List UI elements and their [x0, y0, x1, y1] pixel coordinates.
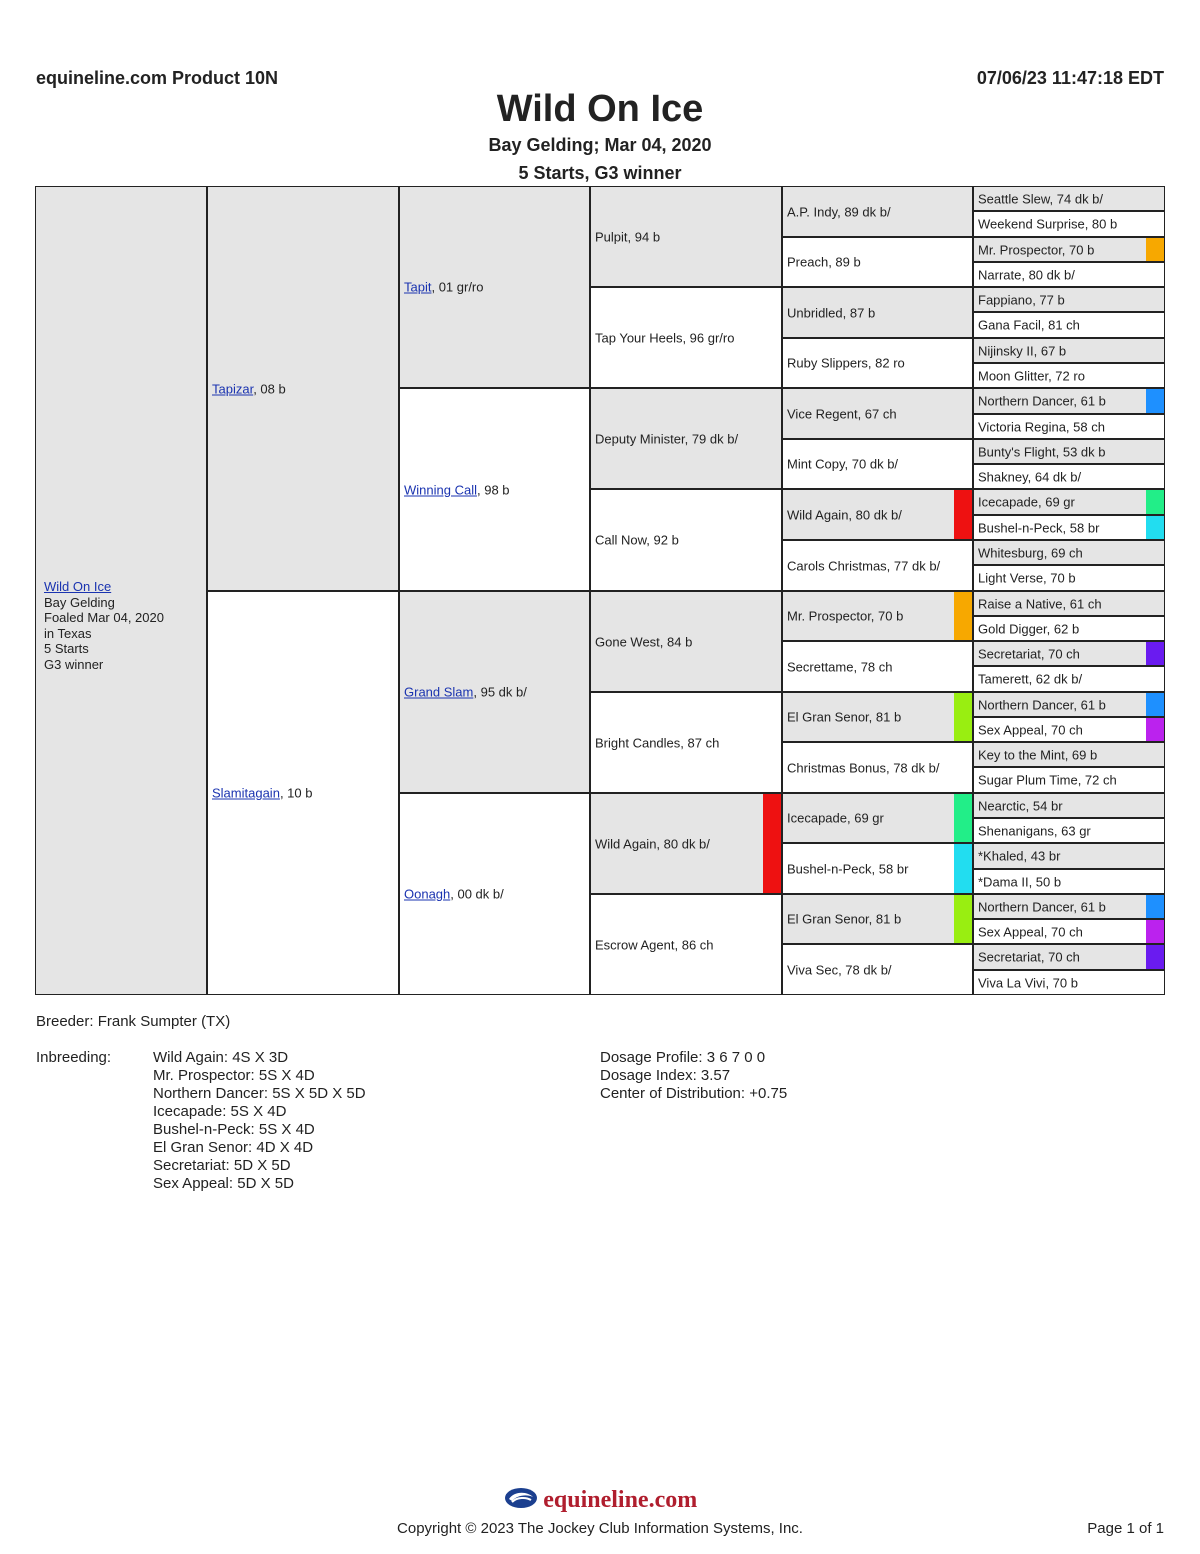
pedigree-entry: Shenanigans, 63 gr [978, 823, 1091, 838]
inbreeding-color-marker [1146, 490, 1164, 514]
pedigree-entry: Narrate, 80 dk b/ [978, 267, 1075, 282]
inbreeding-color-marker [954, 895, 972, 943]
pedigree-cell-gen4 [782, 894, 973, 944]
pedigree-cell-gen5 [973, 641, 1165, 666]
pedigree-entry: Tap Your Heels, 96 gr/ro [595, 330, 735, 345]
ancestor-info: , 95 dk b/ [473, 684, 527, 700]
pedigree-entry: *Khaled, 43 br [978, 848, 1061, 864]
pedigree-entry: Raise a Native, 61 ch [978, 596, 1102, 611]
pedigree-entry: Ruby Slippers, 82 ro [787, 355, 905, 371]
product-label: equineline.com Product 10N [36, 68, 279, 88]
inbreeding-color-marker [954, 693, 972, 741]
pedigree-entry: Gone West, 84 b [595, 634, 693, 649]
pedigree-entry: Nearctic, 54 br [978, 798, 1063, 813]
ancestor-info: , 98 b [476, 482, 510, 497]
breeder: Breeder: Frank Sumpter (TX) [36, 1013, 231, 1030]
pedigree-cell-gen5 [973, 717, 1165, 742]
pedigree-cell-gen5 [973, 515, 1165, 540]
pedigree-entry: Secretariat, 70 ch [978, 949, 1080, 965]
inbreeding-label: Inbreeding: [36, 1049, 112, 1066]
pedigree-cell-gen5 [973, 489, 1165, 515]
pedigree-cell-gen5 [973, 843, 1165, 869]
pedigree-cell-gen2[interactable] [399, 793, 590, 995]
pedigree-entry: Pulpit, 94 b [595, 229, 661, 244]
pedigree-chart [35, 186, 1165, 995]
pedigree-entry: Wild Again, 80 dk b/ [595, 836, 710, 851]
ancestor-info: , 08 b [253, 381, 286, 396]
pedigree-cell-gen5 [973, 237, 1165, 262]
ancestor-link[interactable]: Tapizar [212, 381, 254, 396]
dosage-block [600, 1049, 787, 1103]
pedigree-entry: Shakney, 64 dk b/ [978, 469, 1082, 484]
pedigree-entry: Gold Digger, 62 b [978, 621, 1080, 636]
pedigree-cell-gen3 [590, 692, 782, 793]
pedigree-cell-gen2[interactable] [399, 591, 590, 793]
pedigree-cell-gen4 [782, 692, 973, 742]
pedigree-cell-gen5 [973, 287, 1165, 312]
pedigree-entry: El Gran Senor, 81 b [787, 709, 902, 725]
pedigree-entry: Mr. Prospector, 70 b [787, 608, 904, 624]
inbreeding-color-marker [1146, 693, 1164, 716]
pedigree-entry: Icecapade, 69 gr [787, 810, 884, 826]
horse-subtitle: Bay Gelding; Mar 04, 2020 [488, 135, 712, 155]
subject-cell [35, 186, 207, 995]
pedigree-cell-gen4 [782, 742, 973, 793]
pedigree-cell-gen4 [782, 338, 973, 388]
pedigree-cell-gen4 [782, 439, 973, 489]
pedigree-entry: Viva Sec, 78 dk b/ [787, 962, 892, 977]
pedigree-entry: Sugar Plum Time, 72 ch [978, 772, 1117, 788]
pedigree-entry [404, 685, 527, 700]
pedigree-entry: Sex Appeal, 70 ch [978, 722, 1083, 737]
pedigree-cell-gen5 [973, 565, 1165, 591]
pedigree-entry: Bushel-n-Peck, 58 br [978, 520, 1100, 535]
pedigree-entry [404, 482, 510, 497]
pedigree-entry: Mr. Prospector, 70 b [978, 242, 1095, 257]
pedigree-cell-gen5 [973, 970, 1165, 995]
inbreeding-color-marker [1146, 516, 1164, 539]
inbreeding-list [153, 1049, 366, 1193]
inbreeding-line: Bushel-n-Peck: 5S X 4D [153, 1121, 315, 1138]
inbreeding-line: Icecapade: 5S X 4D [153, 1103, 287, 1120]
horse-record: 5 Starts, G3 winner [518, 163, 682, 183]
pedigree-cell-gen5 [973, 869, 1165, 894]
ancestor-link[interactable]: Grand Slam [404, 684, 474, 700]
inbreeding-color-marker [763, 794, 781, 893]
pedigree-cell-gen3 [590, 388, 782, 489]
pedigree-cell-gen5 [973, 767, 1165, 793]
pedigree-cell-gen5 [973, 692, 1165, 717]
pedigree-cell-gen5 [973, 211, 1165, 237]
inbreeding-color-marker [1146, 920, 1164, 943]
pedigree-entry [212, 786, 312, 801]
inbreeding-line: Sex Appeal: 5D X 5D [153, 1175, 294, 1192]
inbreeding-color-marker [1146, 389, 1164, 413]
pedigree-cell-gen5 [973, 793, 1165, 818]
ancestor-link[interactable]: Oonagh [404, 886, 451, 902]
pedigree-entry: Northern Dancer, 61 b [978, 899, 1106, 914]
inbreeding-color-marker [954, 844, 972, 893]
pedigree-cell-gen5 [973, 919, 1165, 944]
ancestor-link[interactable]: Tapit [404, 279, 432, 295]
pedigree-entry: A.P. Indy, 89 dk b/ [787, 204, 891, 219]
pedigree-entry: Northern Dancer, 61 b [978, 393, 1106, 409]
subject-class: G3 winner [44, 656, 104, 672]
pedigree-cell-gen4 [782, 641, 973, 692]
pedigree-entry: Victoria Regina, 58 ch [978, 419, 1105, 434]
pedigree-cell-gen5 [973, 439, 1165, 464]
ancestor-info: , 01 gr/ro [431, 279, 484, 295]
inbreeding-line: Secretariat: 5D X 5D [153, 1157, 291, 1174]
pedigree-entry: Vice Regent, 67 ch [787, 406, 897, 421]
pedigree-cell-gen4 [782, 793, 973, 843]
pedigree-entry: Secrettame, 78 ch [787, 659, 893, 674]
inbreeding-color-marker [954, 592, 972, 640]
pedigree-cell-gen4 [782, 237, 973, 287]
pedigree-cell-gen5 [973, 616, 1165, 641]
pedigree-cell-gen5 [973, 338, 1165, 363]
pedigree-cell-gen4 [782, 540, 973, 591]
pedigree-cell-gen5 [973, 666, 1165, 692]
pedigree-cell-gen5 [973, 262, 1165, 287]
dosage-index: Dosage Index: 3.57 [600, 1067, 731, 1084]
pedigree-cell-gen5 [973, 312, 1165, 338]
pedigree-entry: Light Verse, 70 b [978, 570, 1076, 586]
equineline-logo-icon [503, 1486, 539, 1515]
pedigree-entry: Viva La Vivi, 70 b [978, 975, 1078, 990]
subject-sex: Bay Gelding [44, 594, 115, 610]
inbreeding-color-marker [1146, 238, 1164, 261]
pedigree-cell-gen3 [590, 894, 782, 995]
pedigree-cell-gen3 [590, 489, 782, 591]
inbreeding-color-marker [954, 794, 972, 842]
pedigree-cell-gen4 [782, 287, 973, 338]
inbreeding-color-marker [1146, 945, 1164, 969]
dosage-profile: Dosage Profile: 3 6 7 0 0 [600, 1049, 766, 1066]
pedigree-cell-gen3 [590, 287, 782, 388]
pedigree-entry: Whitesburg, 69 ch [978, 545, 1083, 560]
pedigree-cell-gen4 [782, 944, 973, 995]
equineline-logo [0, 1486, 1200, 1515]
pedigree-entry: Nijinsky II, 67 b [978, 343, 1067, 358]
pedigree-cell-gen5 [973, 414, 1165, 439]
pedigree-cell-gen2[interactable] [399, 186, 590, 388]
pedigree-cell-gen5 [973, 944, 1165, 970]
pedigree-cell-gen5 [973, 464, 1165, 489]
inbreeding-color-marker [1146, 895, 1164, 918]
inbreeding-color-marker [1146, 642, 1164, 665]
pedigree-entry: Escrow Agent, 86 ch [595, 937, 714, 952]
inbreeding-line: El Gran Senor: 4D X 4D [153, 1139, 314, 1156]
inbreeding-line: Wild Again: 4S X 3D [153, 1049, 289, 1066]
pedigree-entry: Sex Appeal, 70 ch [978, 924, 1083, 939]
pedigree-cell-gen4 [782, 843, 973, 894]
inbreeding-color-marker [1146, 718, 1164, 741]
pedigree-entry: Christmas Bonus, 78 dk b/ [787, 760, 940, 775]
pedigree-cell-gen5 [973, 363, 1165, 388]
pedigree-entry: Secretariat, 70 ch [978, 646, 1080, 661]
pedigree-entry: Preach, 89 b [787, 254, 861, 270]
horse-title: Wild On Ice [496, 88, 704, 130]
ancestor-info: , 00 dk b/ [450, 886, 504, 902]
pedigree-entry: Tamerett, 62 dk b/ [978, 671, 1083, 687]
copyright: Copyright © 2023 The Jockey Club Information Systems, Inc. [397, 1520, 803, 1537]
pedigree-cell-gen1[interactable] [207, 186, 399, 591]
pedigree-entry: Carols Christmas, 77 dk b/ [787, 558, 941, 573]
subject-birthplace: in Texas [44, 625, 92, 641]
pedigree-entry: Gana Facil, 81 ch [978, 317, 1080, 333]
center-of-distribution: Center of Distribution: +0.75 [600, 1085, 788, 1102]
subject-name-link[interactable]: Wild On Ice [44, 579, 112, 594]
logo-text: equineline.com [543, 1487, 698, 1513]
pedigree-entry: Wild Again, 80 dk b/ [787, 507, 902, 522]
ancestor-info: , 10 b [279, 785, 313, 801]
inbreeding-color-marker [954, 490, 972, 539]
inbreeding-line: Northern Dancer: 5S X 5D X 5D [153, 1085, 366, 1102]
pedigree-entry [404, 887, 504, 902]
ancestor-link[interactable]: Slamitagain [212, 785, 280, 801]
pedigree-cell-gen3 [590, 186, 782, 287]
pedigree-entry: Seattle Slew, 74 dk b/ [978, 191, 1104, 206]
pedigree-cell-gen1[interactable] [207, 591, 399, 995]
pedigree-cell-gen3 [590, 591, 782, 692]
pedigree-entry: Fappiano, 77 b [978, 292, 1065, 307]
pedigree-cell-gen5 [973, 591, 1165, 616]
pedigree-cell-gen5 [973, 388, 1165, 414]
pedigree-entry: Weekend Surprise, 80 b [978, 216, 1118, 232]
pedigree-entry: Unbridled, 87 b [787, 305, 876, 320]
pedigree-entry: Bright Candles, 87 ch [595, 735, 720, 750]
pedigree-cell-gen4 [782, 186, 973, 237]
inbreeding-line: Mr. Prospector: 5S X 4D [153, 1067, 315, 1084]
pedigree-entry [404, 280, 484, 295]
pedigree-entry: Deputy Minister, 79 dk b/ [595, 431, 739, 446]
pedigree-entry: Mint Copy, 70 dk b/ [787, 456, 899, 472]
pedigree-entry: Bunty's Flight, 53 dk b [978, 444, 1106, 459]
pedigree-entry: El Gran Senor, 81 b [787, 911, 902, 927]
timestamp: 07/06/23 11:47:18 EDT [976, 68, 1164, 88]
pedigree-cell-gen5 [973, 894, 1165, 919]
page-number: Page 1 of 1 [1087, 1520, 1164, 1537]
ancestor-link[interactable]: Winning Call [404, 482, 477, 497]
pedigree-cell-gen4 [782, 489, 973, 540]
pedigree-entry: *Dama II, 50 b [978, 874, 1062, 889]
pedigree-cell-gen5 [973, 540, 1165, 565]
subject-starts: 5 Starts [44, 641, 89, 656]
pedigree-entry [212, 381, 286, 396]
pedigree-cell-gen5 [973, 742, 1165, 767]
pedigree-entry: Moon Glitter, 72 ro [978, 368, 1085, 383]
pedigree-cell-gen3 [590, 793, 782, 894]
pedigree-entry: Bushel-n-Peck, 58 br [787, 861, 909, 876]
pedigree-cell-gen4 [782, 388, 973, 439]
pedigree-cell-gen4 [782, 591, 973, 641]
pedigree-cell-gen5 [973, 818, 1165, 843]
subject-foaled: Foaled Mar 04, 2020 [44, 610, 164, 625]
pedigree-entry: Call Now, 92 b [595, 532, 679, 548]
pedigree-entry: Northern Dancer, 61 b [978, 697, 1106, 712]
pedigree-entry: Key to the Mint, 69 b [978, 747, 1098, 762]
pedigree-entry: Icecapade, 69 gr [978, 494, 1075, 510]
pedigree-cell-gen2[interactable] [399, 388, 590, 591]
pedigree-cell-gen5 [973, 186, 1165, 211]
